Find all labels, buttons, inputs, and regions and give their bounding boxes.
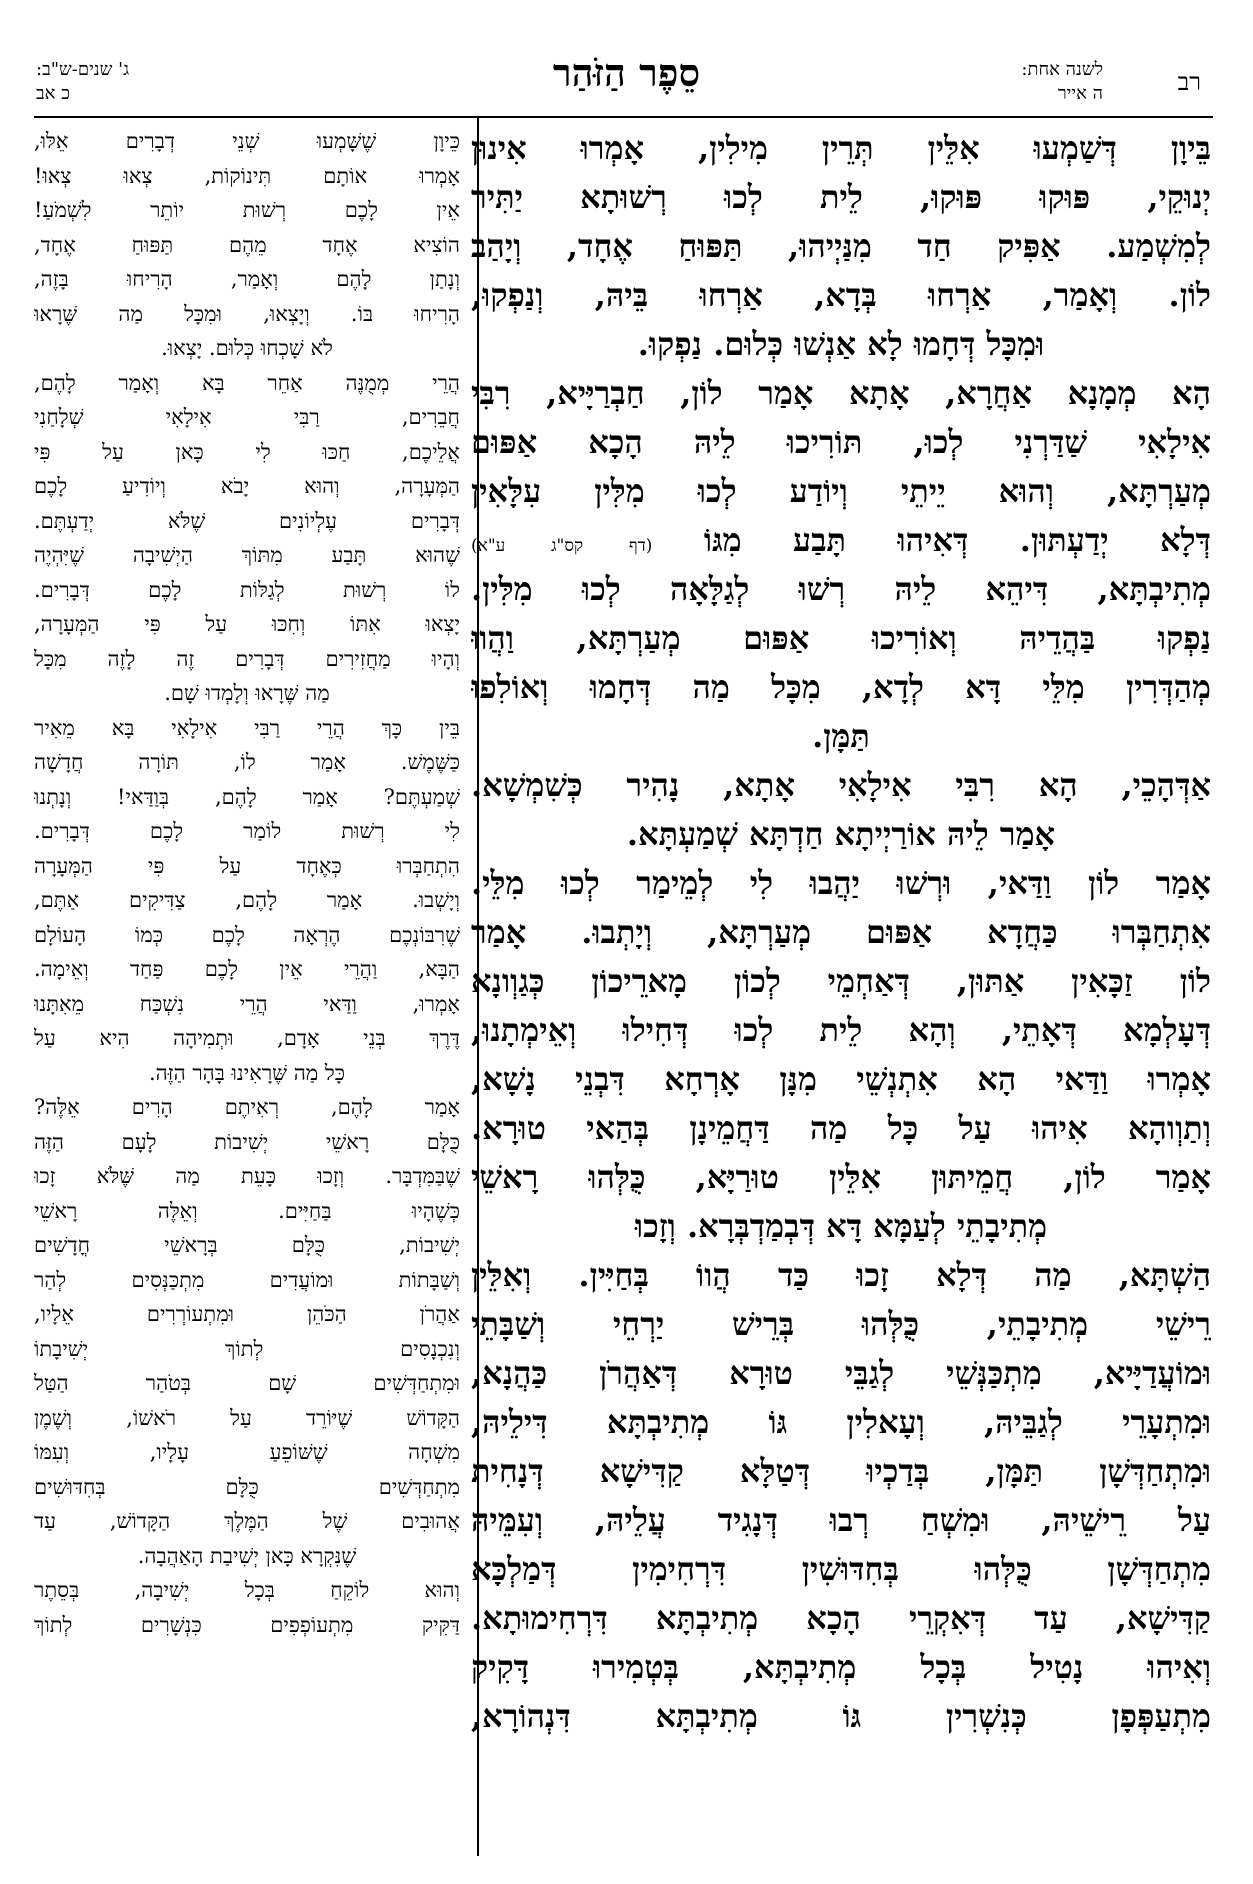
line-text: שֶׁרִבּוֹנְכֶם הֶרְאָה לָכֶם כְּמוֹ הָעוֹלָם	[34, 922, 460, 947]
line-text: אִתְחַבְּרוּ כַּחֲדָא אַפּוּם מְעַרְתָּא, וְיָתְבוּ. אָמַר	[471, 913, 1211, 951]
text-line	[471, 1251, 1211, 1300]
line-text: יְשִׁיבוֹת, כֻּלָּם בְּרָאשֵׁי חֳדָשִׁים	[34, 1233, 460, 1257]
text-line	[471, 1496, 1211, 1545]
text-line	[34, 1090, 460, 1125]
text-line	[471, 859, 1211, 908]
text-line	[471, 908, 1211, 957]
text-line	[471, 124, 1211, 173]
text-line	[34, 297, 460, 332]
text-line	[34, 159, 460, 194]
text-line	[34, 1470, 460, 1505]
text-line	[34, 1401, 460, 1436]
text-line	[471, 1643, 1211, 1692]
line-text: הֲרֵי מְמֻנֶּה אַחֵר בָּא וְאָמַר לָהֶם,	[34, 370, 460, 395]
line-text: קַדִּישָׁא, עַד דְּאִקְרֵי הָכָא מְתִיבְתָּא דִּרְחִימוּתָא.	[471, 1599, 1211, 1637]
line-text: אַהֲרֹן הַכֹּהֵן וּמִתְעוֹרְרִים אֵלָיו,	[34, 1302, 460, 1326]
line-text: וּמִתְחַדְּשָׁן תַּמָּן, בְּדַכְיוּ דְּטַלָּא קַדִּישָׁא דְּנָחִית	[471, 1452, 1211, 1490]
text-line	[34, 331, 460, 366]
line-text: לוֹ רְשׁוּת לְגַלּוֹת לָכֶם דְּבָרִים.	[34, 577, 460, 602]
line-text: מְעַרְתָּא, וְהוּא יֵיתֵי וְיוֹדַע לְכוּ מִלִּין עִלָּאִין	[471, 472, 1211, 510]
line-text: וְנִכְנָסִים לְתוֹךְ יְשִׁיבָתוֹ	[34, 1336, 460, 1361]
text-line	[34, 952, 460, 987]
text-line	[471, 173, 1211, 222]
line-text: חֲבֵרִים, רַבִּי אִילָאִי שְׁלָחַנִי	[34, 405, 460, 429]
line-text: שֶׁבַּמִּדְבָּר. וְזָכוּ כָּעֵת מַה שֶּׁלֹּא זָכוּ	[34, 1164, 460, 1188]
text-line	[471, 1055, 1211, 1104]
text-line	[471, 1447, 1211, 1496]
text-line	[471, 663, 1211, 712]
text-line	[34, 1504, 460, 1539]
text-line	[471, 1545, 1211, 1594]
line-text: לוֹן זַכָּאִין אַתּוּן, דְּאַחְמֵי לְכוֹן מָארֵיכוֹן כְּגַוְונָא	[471, 962, 1211, 1000]
text-line	[34, 1194, 460, 1229]
text-line	[34, 1608, 460, 1643]
text-line	[34, 1228, 460, 1263]
page-number: רב	[1177, 68, 1201, 96]
text-line	[34, 1263, 460, 1298]
text-line	[471, 1006, 1211, 1055]
line-text: מִתְחַדְּשָׁן כֻּלְּהוּ בְּחִדּוּשִׁין דִּרְחִימִין דְּמַלְכָּא	[471, 1550, 1211, 1588]
line-text: הַבָּא, וַהֲרֵי אֵין לָכֶם פַּחַד וְאֵימָה.	[34, 957, 460, 981]
line-text: שְׁמַעְתֶּם? אָמַר לָהֶם, בְּוַדַּאי! וְנָתְנוּ	[34, 784, 460, 809]
line-text: אָמְרוּ, וַדַּאי הֲרֵי נִשְׁכַּח מֵאִתָּנוּ	[34, 991, 460, 1016]
line-text: וְיָשְׁבוּ. אָמַר לָהֶם, צַדִּיקִים אַתֶּם,	[34, 888, 460, 912]
folio-reference: (דף קס"ג ע"א)	[471, 536, 653, 556]
text-line	[34, 573, 460, 608]
three-year-date: כ אב	[36, 83, 70, 104]
line-text: הוֹצִיא אֶחָד מֵהֶם תַּפּוּחַ אֶחָד,	[34, 232, 460, 257]
line-text: כַּשֶּׁמֶשׁ. אָמַר לוֹ, תּוֹרָה חֲדָשָׁה	[34, 750, 460, 774]
text-line	[34, 1297, 460, 1332]
line-text: וּמִכָּל דְּחָמוּ לָא אַנְשׁוּ כְּלוּם. נַפְקוּ.	[637, 325, 1045, 363]
line-text: אֲלֵיכֶם, חַכּוּ לִי כָּאן עַל פִּי	[34, 439, 460, 464]
text-line	[471, 1104, 1211, 1153]
text-line	[34, 262, 460, 297]
hebrew-translation-column	[34, 124, 460, 1864]
text-line	[471, 1398, 1211, 1447]
three-year-label: ג' שנים-ש"ב:	[36, 59, 130, 80]
text-line	[471, 1300, 1211, 1349]
text-line	[34, 607, 460, 642]
text-line	[471, 1153, 1211, 1202]
line-text: לְמִשְׁמַע. אַפִּיק חַד מִנַּיְיהוּ, תַּפּוּחַ אֶחָד, וְיָהַב	[471, 227, 1211, 265]
text-line	[34, 1056, 460, 1091]
text-line	[34, 228, 460, 263]
text-line	[471, 271, 1211, 320]
text-line	[34, 711, 460, 746]
text-line	[34, 849, 460, 884]
line-text: בֵּיוָן דְּשַׁמְעוּ אִלֵּין תְּרֵין מִילִין, אָמְרוּ אִינוּן	[471, 129, 1211, 167]
line-text: כֵּיוָן שֶׁשָּׁמְעוּ שְׁנֵי דְבָרִים אֵלּוּ,	[34, 129, 460, 153]
text-line	[471, 516, 1211, 565]
line-text: דֶּרֶךְ בְּנֵי אָדָם, וּתְמִיהָה הִיא עַל	[34, 1026, 460, 1050]
one-year-label: לשנה אחת:	[1021, 59, 1103, 80]
text-line	[34, 918, 460, 953]
line-text: אֲהוּבִים שֶׁל הַמֶּלֶךְ הַקָּדוֹשׁ, עַד	[34, 1509, 460, 1533]
line-text: מַה שֶּׁרָאוּ וְלָמְדוּ שָׁם.	[164, 681, 330, 705]
text-line	[34, 676, 460, 711]
line-text: בֵּין כָּךְ הֲרֵי רַבִּי אִילָאִי בָּא מֵאִיר	[34, 715, 460, 740]
line-text: רֵישֵׁי מְתִיבָתֵי, כֻּלְּהוּ בְּרֵישׁ יַרְחֵי וְשַׁבָּתֵי	[471, 1305, 1211, 1343]
line-text: יָצְאוּ אִתּוֹ וְחִכּוּ עַל פִּי הַמְּעָרָה,	[34, 612, 460, 636]
text-line	[34, 642, 460, 677]
line-text: נַפְקוּ בַּהֲדֵיהּ וְאוֹרִיכוּ אַפּוּם מְעַרְתָּא, וַהֲווּ	[471, 619, 1211, 657]
line-text: אִילָאִי שַׁדַּרְנִי לְכוּ, תּוֹרִיכוּ לֵיהּ הָכָא אַפּוּם	[471, 423, 1211, 461]
text-line	[471, 222, 1211, 271]
text-line	[471, 1594, 1211, 1643]
text-line	[34, 814, 460, 849]
text-line	[471, 1692, 1211, 1741]
line-text: וּמוֹעֲדַיָּיא, מִתְכַּנְּשֵׁי לְגַבֵּי טוּרָא דְּאַהֲרֹן כַּהֲנָא,	[471, 1354, 1211, 1392]
line-text: תַּמָּן.	[812, 717, 870, 755]
line-text: דַּקִּיק מִתְעוֹפְפִים כִּנְשָׁרִים לְתוֹךְ	[34, 1612, 460, 1637]
line-text: אֵין לָכֶם רְשׁוּת יוֹתֵר לִשְׁמֹעַ!	[34, 198, 460, 222]
line-text: יְנוּקֵי, פּוּקוּ פּוּקוּ, לֵית לְכוּ רְשׁוּתָא יַתִּיר	[471, 178, 1211, 216]
text-line	[34, 1366, 460, 1401]
text-line	[34, 745, 460, 780]
text-line	[34, 366, 460, 401]
text-line	[34, 987, 460, 1022]
text-line	[471, 369, 1211, 418]
line-text: וּמִתְחַדְּשִׁים שָׁם בְּטֹהַר הַטַּל	[34, 1371, 460, 1395]
text-line	[471, 957, 1211, 1006]
text-line	[34, 1021, 460, 1056]
line-text: הָרִיחוּ בּוֹ. וְיָצְאוּ, וּמִכָּל מַה שֶּׁרָאוּ	[34, 301, 460, 326]
line-text: הִתְחַבְּרוּ כְּאֶחָד עַל פִּי הַמְּעָרָה	[34, 853, 460, 878]
line-text: לוֹן. וְאָמַר, אַרְחוּ בְּדָא, אַרְחוּ בֵּיהּ, וְנַפְקוּ,	[471, 276, 1211, 314]
line-text: הָא מְמָנָא אַחֲרָא, אָתָא אָמַר לוֹן, חַבְרַיָּיא, רִבִּי	[471, 374, 1211, 412]
line-text: כָּל מַה שֶּׁרָאִינוּ בָּהָר הַזֶּה.	[148, 1060, 345, 1085]
text-line	[34, 538, 460, 573]
line-text: לִי רְשׁוּת לוֹמַר לָכֶם דְּבָרִים.	[34, 819, 460, 843]
line-text: דְּבָרִים עֶלְיוֹנִים שֶׁלֹּא יְדַעְתֶּם.	[34, 508, 460, 533]
line-text: מִתְחַדְּשִׁים כֻּלָּם בְּחִדּוּשִׁים	[34, 1474, 460, 1499]
text-line	[34, 1159, 460, 1194]
line-text: מְתִיבָתֵי לְעַמָּא דָּא דְּבְמַדְבְּרָא. וְזָכוּ	[634, 1207, 1048, 1245]
line-text: דְּעָלְמָא דְּאָתֵי, וְהָא לֵית לְכוּ דְּחִילוּ וְאֵימְתָנוּ,	[471, 1011, 1211, 1049]
text-line	[34, 1332, 460, 1367]
text-line	[471, 1202, 1211, 1251]
text-line	[34, 1435, 460, 1470]
line-text: הַמְּעָרָה, וְהוּא יָבֹא וְיוֹדִיעַ לָכֶם	[34, 474, 460, 498]
text-line	[34, 469, 460, 504]
line-text: כֻּלָּם רָאשֵׁי יְשִׁיבוֹת לָעָם הַזֶּה	[34, 1129, 460, 1154]
text-line	[471, 320, 1211, 369]
line-text: אָמַר לָהֶם, רְאִיתֶם הָרִים אֵלֶּה?	[34, 1095, 460, 1119]
text-line	[34, 400, 460, 435]
text-line	[471, 712, 1211, 761]
line-text: לֹא שָׁכְחוּ כְּלוּם. יָצְאוּ.	[161, 336, 333, 360]
line-text: הַשְׁתָּא, מַה דְּלָא זָכוּ כַּד הֲווֹ בְּחַיִּין. וְאִלֵּין	[471, 1256, 1211, 1294]
book-title: סֵפֶר הַזֹּהַר	[552, 50, 701, 95]
line-text: וּמִתְעָרֵי לְגַבֵּיהּ, וְעָאלִין גּוֹ מְתִיבְתָּא דִּילֵיהּ,	[471, 1403, 1211, 1441]
line-text: הַקָּדוֹשׁ שֶׁיּוֹרֵד עַל רֹאשׁוֹ, וְשֶׁמֶן	[34, 1405, 460, 1430]
text-line	[34, 883, 460, 918]
line-text: מִתְעַפְּפָן כְּנִשְׁרִין גּוֹ מְתִיבְתָּא דִּנְהוֹרָא,	[471, 1697, 1211, 1735]
line-text: מִשְׁחָה שֶׁשּׁוֹפֵעַ עָלָיו, וְעִמּוֹ	[34, 1440, 460, 1464]
text-line	[471, 614, 1211, 663]
header-divider	[34, 116, 1213, 118]
line-text: וְתַוְוהָא אִיהוּ עַל כָּל מַה דַּחֲמֵינָן בְּהַאי טוּרָא.	[471, 1109, 1211, 1147]
text-line	[471, 418, 1211, 467]
line-text: עַל רֵישֵׁיהּ, וּמִשְׁחַ רְבוּ דְּנָגִיד עֲלֵיהּ, וְעִמֵּיהּ	[471, 1501, 1211, 1539]
text-line	[34, 435, 460, 470]
line-text: אָמְרוּ אוֹתָם תִּינוֹקוֹת, צְאוּ צְאוּ!	[34, 163, 460, 188]
line-text: שֶׁנִּקְרָא כָּאן יְשִׁיבַת הָאַהֲבָה.	[137, 1543, 357, 1568]
line-text: אָמַר לוֹן וַדַּאי, וּרְשׁוּ יַהֲבוּ לִי לְמֵימַר לְכוּ מִלֵּי.	[471, 864, 1211, 902]
line-text: אָמַר לֵיהּ אוֹרַיְיתָא חַדְתָּא שְׁמַעְתָּא.	[626, 815, 1056, 853]
text-line	[34, 193, 460, 228]
text-line	[471, 565, 1211, 614]
line-text: וְשַׁבָּתוֹת וּמוֹעֲדִים מִתְכַּנְּסִים לְהַר	[34, 1267, 460, 1292]
line-text: וְהָיוּ מַחֲזִירִים דְּבָרִים זֶה לָזֶה מִכָּל	[34, 646, 460, 671]
text-line	[34, 1125, 460, 1160]
line-text: דְּלָא יְדַעְתּוּן. דְּאִיהוּ תָּבַע מִגּוֹ	[703, 521, 1211, 559]
text-line	[471, 467, 1211, 516]
line-text: וְהוּא לוֹקֵחַ בְּכָל יְשִׁיבָה, בְּסֵתֶר	[34, 1578, 460, 1602]
one-year-date: ה אייר	[1057, 83, 1103, 104]
text-line	[34, 780, 460, 815]
text-line	[471, 761, 1211, 810]
line-text: אָמַר לוֹן, חֲמֵיתּוּן אִלֵּין טוּרַיָּא, כֻּלְּהוּ רָאשֵׁי	[471, 1158, 1211, 1196]
text-line	[34, 504, 460, 539]
three-year-schedule	[36, 58, 129, 106]
text-line	[471, 810, 1211, 859]
text-line	[34, 124, 460, 159]
text-line	[34, 1539, 460, 1574]
line-text: אַדְּהָכֵי, הָא רִבִּי אִילָאִי אָתָא, נָהִיר כְּשִׁמְשָׁא.	[471, 766, 1211, 804]
line-text: מְתִיבְתָּא, דִּיהֵא לֵיהּ רְשׁוּ לְגַלָּאָה לְכוּ מִלִּין.	[471, 570, 1211, 608]
aramaic-text-column	[471, 124, 1211, 1864]
line-text: שֶׁהוּא תָּבַע מִתּוֹךְ הַיְשִׁיבָה שֶׁיִּהְיֶה	[34, 543, 460, 567]
line-text: כְּשֶׁהָיוּ בַּחַיִּים. וְאֵלֶּה רָאשֵׁי	[34, 1198, 460, 1223]
line-text: מְהַדְּרִין מִלֵּי דָּא לְדָא, מִכָּל מַה דְּחָמוּ וְאוֹלִפוּ	[471, 668, 1211, 706]
line-text: וְאִיהוּ נָטִיל בְּכָל מְתִיבְתָּא, בְּטְמִירוּ דָּקִיק	[471, 1648, 1211, 1686]
line-text: וְנָתַן לָהֶם וְאָמַר, הָרִיחוּ בָּזֶה,	[34, 267, 460, 291]
line-text: אָמְרוּ וַדַּאי הָא אִתְנְשֵׁי מִנָּן אָרְחָא דִּבְנֵי נָשָׁא,	[471, 1060, 1211, 1098]
text-line	[34, 1573, 460, 1608]
text-line	[471, 1349, 1211, 1398]
